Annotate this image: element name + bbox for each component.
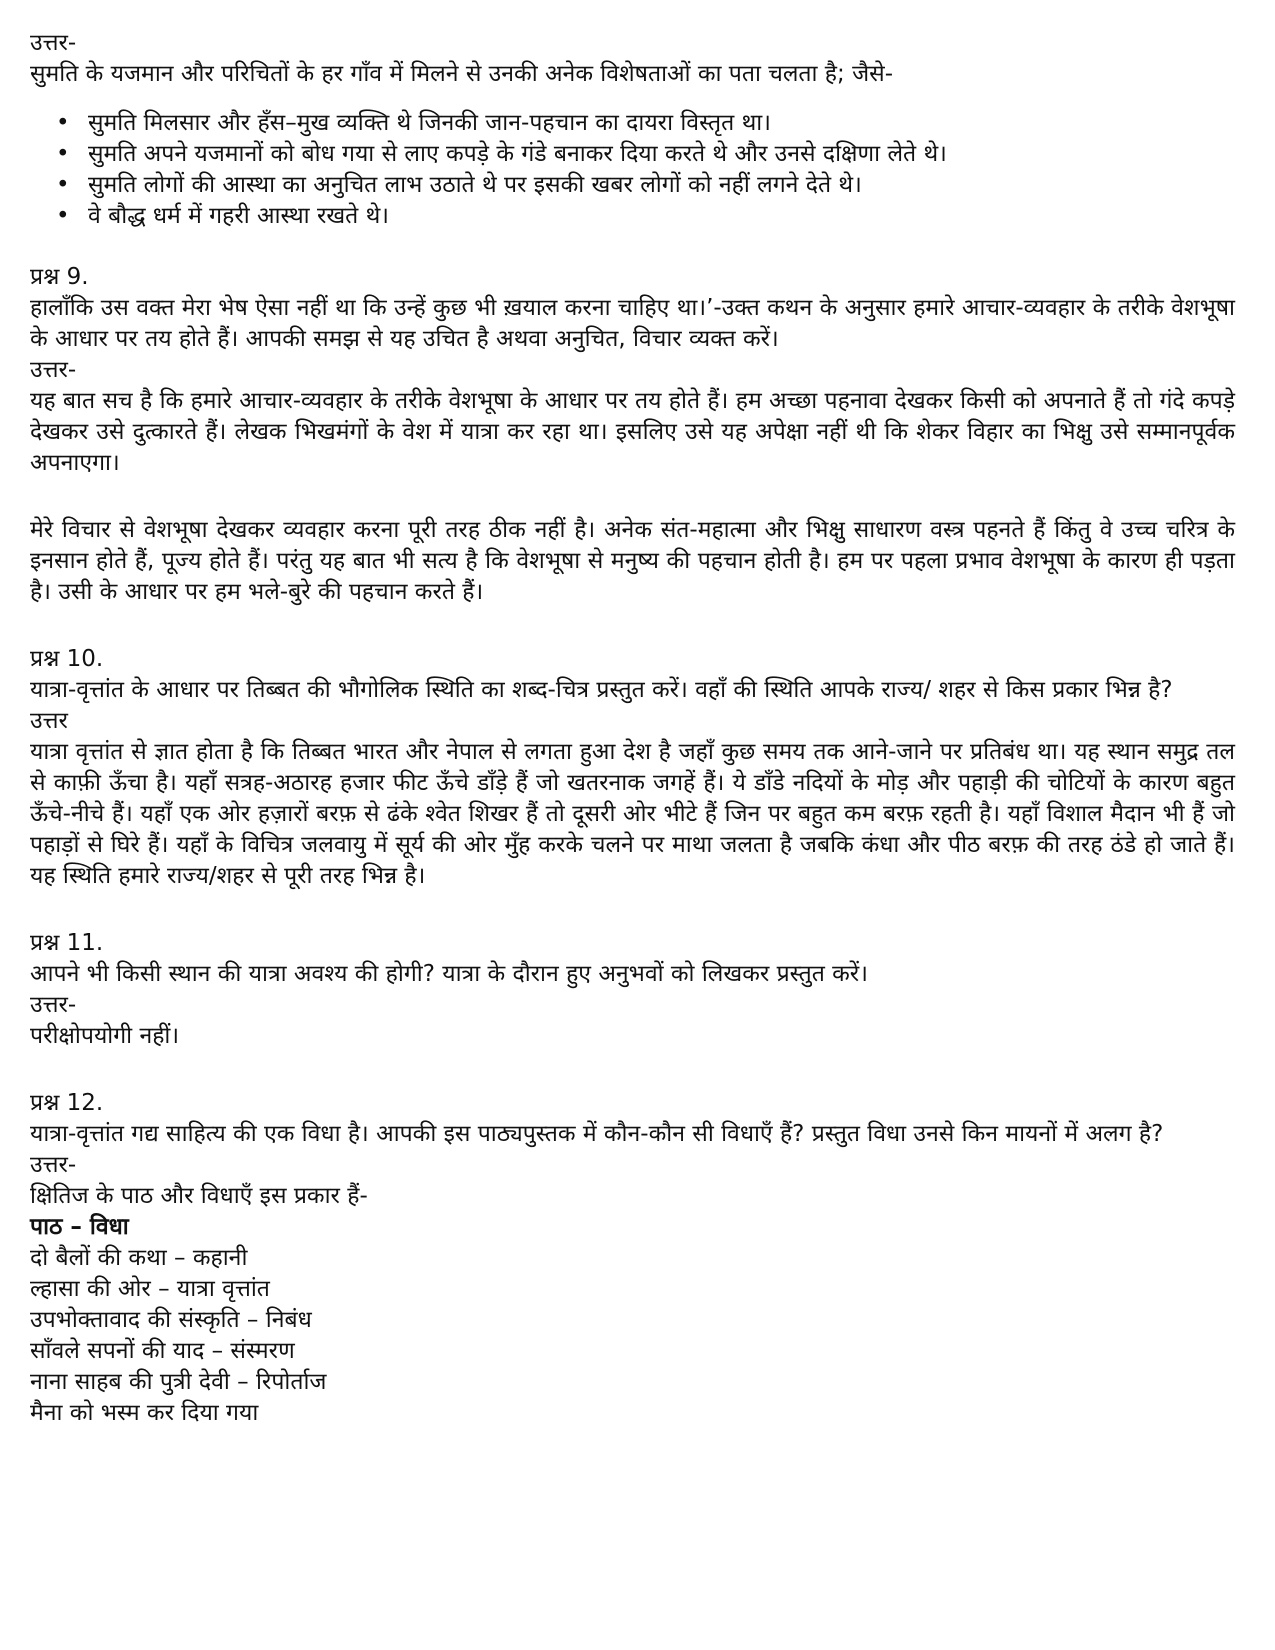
question-11-text: आपने भी किसी स्थान की यात्रा अवश्य की होगी? यात्रा के दौरान हुए अनुभवों को लिखकर प्रस्तुत करें। — [30, 961, 868, 987]
answer-10-text: यात्रा वृत्तांत से ज्ञात होता है कि तिब्बत भारत और नेपाल से लगता हुआ देश है जहाँ कुछ समय तक आने-जाने पर प्रतिबंध था। यह स्थान समुद्र तल से काफ़ी ऊँचा है। यहाँ सत्रह-अठारह हजार फीट ऊँचे डाँड़े हैं जो खतरनाक जगहें हैं। ये डाँडे नदियों के मोड़ और पहाड़ी की चोटियों के कारण बहुत ऊँचे-नीचे हैं। यहाँ एक ओर हज़ारों बरफ़ से ढंके श्वेत शिखर हैं तो दूसरी ओर भीटे हैं जिन पर बहुत कम बरफ़ रहती है। यहाँ विशाल मैदान भी हैं जो पहाड़ों से घिरे हैं। यहाँ के विचित्र जलवायु में सूर्य की ओर मुँह करके चलने पर माथा जलता है जबकि कंधा और पीठ बरफ़ की तरह ठंडे हो जाते हैं। यह स्थिति हमारे राज्य/शहर से पूरी तरह भिन्न है। — [30, 739, 1235, 889]
answer-8-intro: सुमति के यजमान और परिचितों के हर गाँव में मिलने से उनकी अनेक विशेषताओं का पता चलता है; जैसे- — [30, 61, 893, 87]
question-10-text: यात्रा-वृत्तांत के आधार पर तिब्बत की भौगोलिक स्थिति का शब्द-चित्र प्रस्तुत करें। वहाँ की स्थिति आपके राज्य/ शहर से किस प्रकार भिन्न है? — [30, 677, 1173, 703]
question-12-text: यात्रा-वृत्तांत गद्य साहित्य की एक विधा है। आपकी इस पाठ्यपुस्तक में कौन-कौन सी विधाएँ हैं? प्रस्तुत विधा उनसे किन मायनों में अलग है? — [30, 1121, 1164, 1147]
lesson-genre-row: ल्हासा की ओर – यात्रा वृत्तांत — [30, 1276, 270, 1302]
answer-8-bullet-list — [30, 108, 1235, 232]
answer-9-paragraph-1: यह बात सच है कि हमारे आचार-व्यवहार के तरीके वेशभूषा के आधार पर तय होते हैं। हम अच्छा पहनावा देखकर किसी को अपनाते हैं तो गंदे कपड़े देखकर उसे दुत्कारते हैं। लेखक भिखमंगों के वेश में यात्रा कर रहा था। इसलिए उसे यह अपेक्षा नहीं थी कि शेकर विहार का भिक्षु उसे सम्मानपूर्वक अपनाएगा। — [30, 388, 1235, 476]
question-12-section — [30, 1088, 1235, 1429]
question-10-heading: प्रश्न 10. — [30, 646, 104, 672]
lesson-genre-row: साँवले सपनों की याद – संस्मरण — [30, 1338, 295, 1364]
question-9-section — [30, 262, 1235, 608]
lesson-genre-header: पाठ – विधा — [30, 1214, 129, 1240]
question-11-section — [30, 928, 1235, 1052]
question-10-section — [30, 644, 1235, 892]
answer-9-label: उत्तर- — [30, 357, 77, 383]
answer-8-label: उत्तर- — [30, 30, 77, 56]
answer-12-label: उत्तर- — [30, 1152, 77, 1178]
answer-10-label: उत्तर — [30, 708, 68, 734]
lesson-genre-row: उपभोक्तावाद की संस्कृति – निबंध — [30, 1307, 312, 1333]
question-11-heading: प्रश्न 11. — [30, 930, 104, 956]
question-9-heading: प्रश्न 9. — [30, 264, 89, 290]
lesson-genre-row: मैना को भस्म कर दिया गया — [30, 1400, 259, 1426]
bullet-item: • सुमति अपने यजमानों को बोध गया से लाए कपड़े के गंडे बनाकर दिया करते थे और उनसे दक्षिणा लेते थे। — [88, 139, 1235, 170]
lesson-genre-row: नाना साहब की पुत्री देवी – रिपोर्ताज — [30, 1369, 327, 1395]
question-9-text: हालाँकि उस वक्त मेरा भेष ऐसा नहीं था कि उन्हें कुछ भी ख़याल करना चाहिए था।’-उक्त कथन के अनुसार हमारे आचार-व्यवहार के तरीके वेशभूषा के आधार पर तय होते हैं। आपकी समझ से यह उचित है अथवा अनुचित, विचार व्यक्त करें। — [30, 295, 1235, 352]
answer-11-label: उत्तर- — [30, 992, 77, 1018]
answer-12-intro: क्षितिज के पाठ और विधाएँ इस प्रकार हैं- — [30, 1183, 368, 1209]
answer-9-paragraph-2: मेरे विचार से वेशभूषा देखकर व्यवहार करना पूरी तरह ठीक नहीं है। अनेक संत-महात्मा और भिक्षु साधारण वस्त्र पहनते हैं किंतु वे उच्च चरित्र के इनसान होते हैं, पूज्य होते हैं। परंतु यह बात भी सत्य है कि वेशभूषा से मनुष्य की पहचान होती है। हम पर पहला प्रभाव वेशभूषा के कारण ही पड़ता है। उसी के आधार पर हम भले-बुरे की पहचान करते हैं। — [30, 517, 1235, 605]
lesson-genre-row: दो बैलों की कथा – कहानी — [30, 1245, 248, 1271]
answer-8-section — [30, 28, 1235, 232]
answer-11-text: परीक्षोपयोगी नहीं। — [30, 1023, 180, 1049]
bullet-item: • सुमति मिलसार और हँस–मुख व्यक्ति थे जिनकी जान-पहचान का दायरा विस्तृत था। — [88, 108, 1235, 139]
bullet-item: • वे बौद्ध धर्म में गहरी आस्था रखते थे। — [88, 201, 1235, 232]
question-12-heading: प्रश्न 12. — [30, 1090, 104, 1116]
bullet-item: • सुमति लोगों की आस्था का अनुचित लाभ उठाते थे पर इसकी खबर लोगों को नहीं लगने देते थे। — [88, 170, 1235, 201]
